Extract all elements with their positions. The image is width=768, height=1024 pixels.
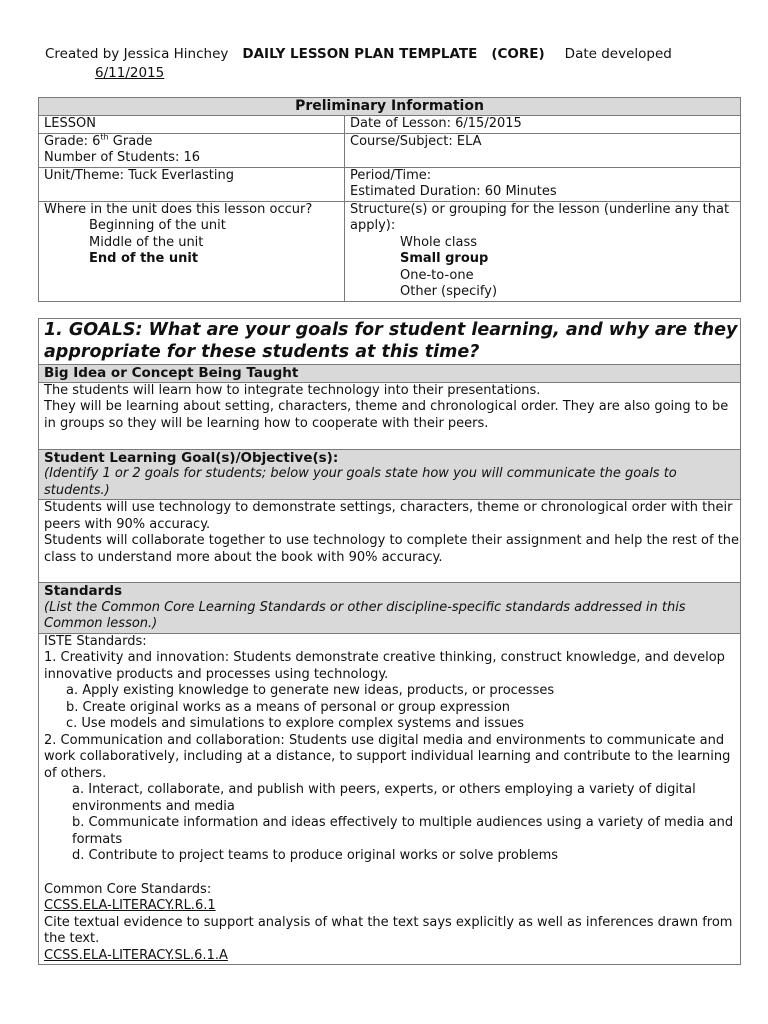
unit-option-middle: Middle of the unit (89, 234, 204, 250)
iste-1-item: c. Use models and simulations to explore complex systems and issues (66, 716, 525, 731)
structure-option-other: Other (specify) (400, 284, 498, 299)
date-developed-label: Date developed (564, 46, 672, 62)
iste-label: ISTE Standards: (44, 633, 147, 649)
standards-label: Standards (44, 583, 123, 599)
estimated-duration: Estimated Duration: 60 Minutes (350, 184, 557, 199)
period-time-label: Period/Time: (350, 167, 432, 183)
period-time-cell (345, 167, 741, 201)
course-subject-cell: Course/Subject: ELA (345, 133, 741, 167)
slg-content (39, 500, 741, 583)
unit-position-cell (39, 201, 345, 301)
structure-grouping-cell (345, 201, 741, 301)
iste-1-item: a. Apply existing knowledge to generate new ideas, products, or processes (66, 683, 555, 698)
date-of-lesson-cell: Date of Lesson: 6/15/2015 (345, 116, 741, 134)
iste-1-item: b. Create original works as a means of personal or group expression (66, 699, 511, 715)
spacer (44, 865, 740, 882)
unit-option-beginning: Beginning of the unit (89, 218, 226, 233)
slg-line: Students will collaborate together to use technology to complete their assignment and help the rest of the class to understand more about the book with 90% accuracy. (44, 533, 740, 565)
iste-2-item: d. Contribute to project teams to produce original works or solve problems (72, 848, 559, 863)
iste-2-item: b. Communicate information and ideas effectively to multiple audiences using a variety of media and formats (72, 815, 734, 847)
date-developed-value: 6/11/2015 (95, 65, 165, 81)
unit-option-end: End of the unit (89, 251, 199, 266)
ccss-rl-6-1-text: Cite textual evidence to support analysis of what the text says explicitly as well as inferences drawn from the text. (44, 914, 733, 946)
slg-label: Student Learning Goal(s)/Objective(s): (44, 449, 339, 466)
big-idea-label: Big Idea or Concept Being Taught (39, 365, 741, 383)
iste-standard-1: 1. Creativity and innovation: Students demonstrate creative thinking, construct knowledge, and develop innovative products and processes using technology. (44, 650, 725, 682)
number-of-students: Number of Students: 16 (44, 150, 201, 165)
ccss-link-rl-6-1[interactable]: CCSS.ELA-LITERACY.RL.6.1 (44, 898, 216, 913)
structure-option-whole-class: Whole class (400, 234, 478, 250)
grade-cell (39, 133, 345, 167)
unit-theme-cell: Unit/Theme: Tuck Everlasting (39, 167, 345, 201)
standards-note: (List the Common Core Learning Standards or other discipline-specific standards addressed in this Common lesson.) (44, 599, 686, 631)
ccss-link-sl-6-1-a[interactable]: CCSS.ELA-LITERACY.SL.6.1.A (44, 947, 228, 963)
slg-line: Students will use technology to demonstrate settings, characters, theme or chronological order with their peers with 90% accuracy. (44, 500, 733, 532)
grade-label: Grade: 6th Grade (44, 132, 153, 149)
created-by: Created by Jessica Hinchey (45, 46, 229, 62)
structure-option-one-to-one: One-to-one (400, 267, 474, 283)
common-core-label: Common Core Standards: (44, 881, 212, 897)
iste-2-item: a. Interact, collaborate, and publish with peers, experts, or others employing a variety of digital environments and media (72, 782, 696, 814)
goals-table (38, 318, 741, 965)
iste-standard-2: 2. Communication and collaboration: Students use digital media and environments to communicate and work collaboratively, including at a distance, to support individual learning and contribute to the learning of others. (44, 732, 731, 781)
student-learning-goals-header (39, 449, 741, 500)
lesson-cell: LESSON (39, 116, 345, 134)
structure-question: Structure(s) or grouping for the lesson (underline any that apply): (350, 201, 730, 233)
structure-option-small-group: Small group (400, 251, 489, 266)
goals-heading: 1. GOALS: What are your goals for student learning, and why are they appropriate for these students at this time? (39, 319, 741, 365)
document-header (45, 45, 735, 83)
standards-content (39, 633, 741, 965)
big-idea-line: They will be learning about setting, characters, theme and chronological order. They are also going to be in groups so they will be learning how to cooperate with their peers. (44, 399, 729, 431)
slg-note: (Identify 1 or 2 goals for students; below your goals state how you will communicate the goals to students.) (44, 466, 677, 498)
standards-header (39, 583, 741, 634)
big-idea-content (39, 382, 741, 449)
big-idea-line: The students will learn how to integrate technology into their presentations. (44, 382, 541, 398)
where-in-unit-question: Where in the unit does this lesson occur? (44, 201, 313, 217)
template-title: DAILY LESSON PLAN TEMPLATE (242, 46, 478, 62)
core-label: (CORE) (491, 46, 545, 62)
preliminary-information-table (38, 97, 741, 302)
prelim-title: Preliminary Information (39, 98, 741, 116)
